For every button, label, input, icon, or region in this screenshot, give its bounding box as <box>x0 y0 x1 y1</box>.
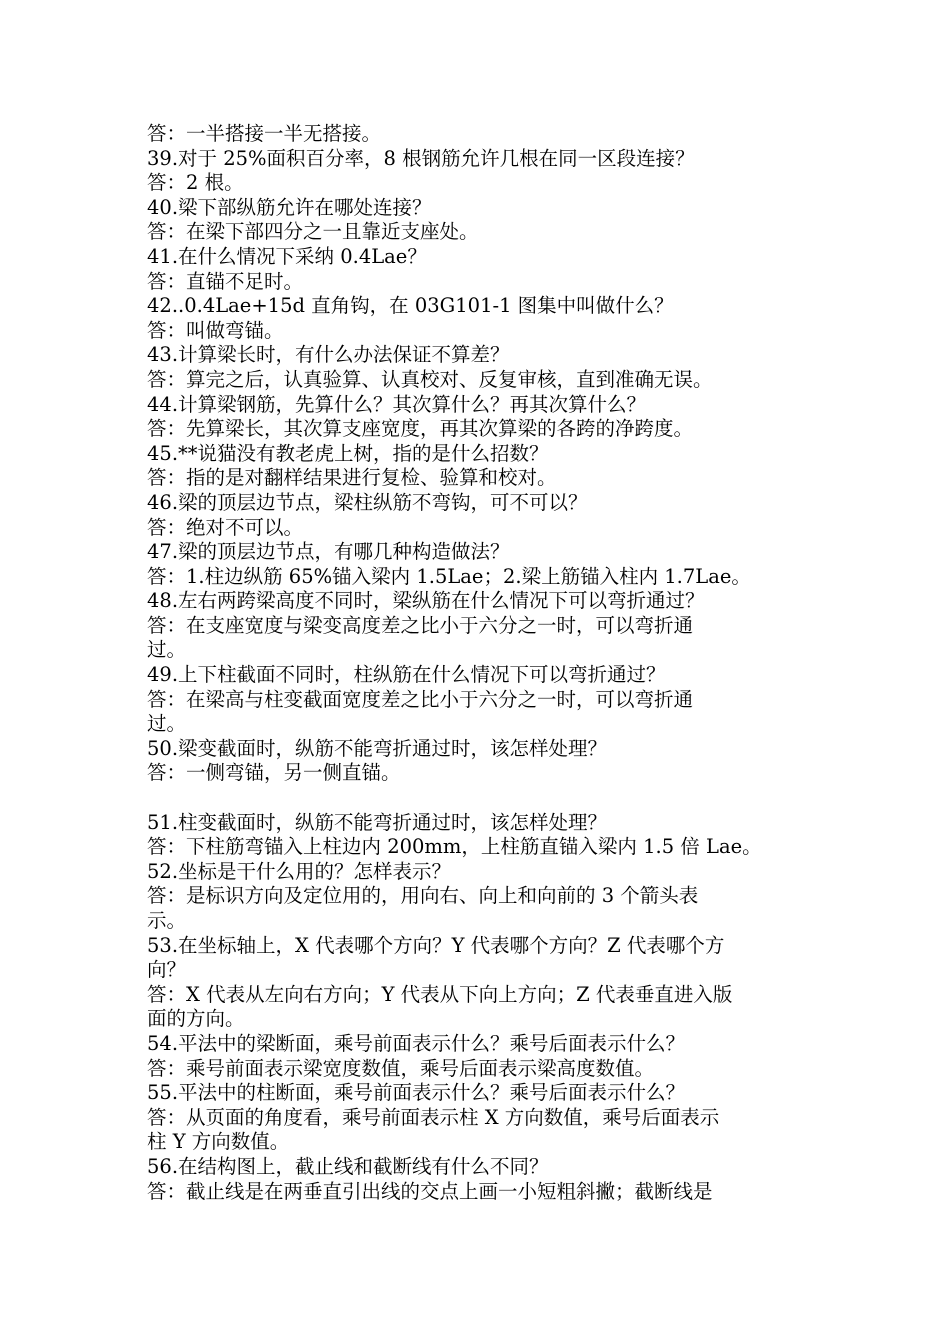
answer-line: 答：从页面的角度看，乘号前面表示柱 X 方向数值，乘号后面表示 <box>147 1105 720 1129</box>
text-line: 45.**说猫没有教老虎上树，指的是什么招数？ <box>147 441 549 465</box>
answer-line: 答：下柱筋弯锚入上柱边内 200mm，上柱筋直锚入梁内 1.5 倍 Lae。 <box>147 835 762 859</box>
text-line: 52.坐标是干什么用的？怎样表示？ <box>147 859 452 883</box>
answer-line: 答：绝对不可以。 <box>147 515 304 539</box>
text-line: 55.平法中的柱断面，乘号前面表示什么？乘号后面表示什么？ <box>147 1081 686 1105</box>
answer-line: 答：在梁下部四分之一且靠近支座处。 <box>147 220 479 244</box>
text-line: 40.梁下部纵筋允许在哪处连接？ <box>147 195 432 219</box>
answer-line: 答：2 根。 <box>147 171 244 195</box>
answer-line: 答：在梁高与柱变截面宽度差之比小于六分之一时，可以弯折通 <box>147 687 694 711</box>
answer-line: 答：乘号前面表示梁宽度数值，乘号后面表示梁高度数值。 <box>147 1056 655 1080</box>
answer-line: 答：是标识方向及定位用的，用向右、向上和向前的 3 个箭头表 <box>147 884 699 908</box>
blank-line <box>147 786 827 811</box>
answer-line: 答：先算梁长，其次算支座宽度，再其次算梁的各跨的净跨度。 <box>147 417 694 441</box>
text-line: 44.计算梁钢筋，先算什么？其次算什么？再其次算什么？ <box>147 392 647 416</box>
text-line: 向？ <box>147 958 187 982</box>
text-line: 53.在坐标轴上，X 代表哪个方向？Y 代表哪个方向？Z 代表哪个方 <box>147 933 725 957</box>
text-line: 51.柱变截面时，纵筋不能弯折通过时，该怎样处理？ <box>147 810 608 834</box>
answer-line: 答：一半搭接一半无搭接。 <box>147 122 382 145</box>
answer-line: 答：直锚不足时。 <box>147 269 304 293</box>
text-line: 54.平法中的梁断面，乘号前面表示什么？乘号后面表示什么？ <box>147 1031 686 1055</box>
text-line: 47.梁的顶层边节点，有哪几种构造做法？ <box>147 540 510 564</box>
answer-line: 答：一侧弯锚，另一侧直锚。 <box>147 761 401 785</box>
text-line: 柱 Y 方向数值。 <box>147 1130 290 1154</box>
text-line: 50.梁变截面时，纵筋不能弯折通过时，该怎样处理？ <box>147 736 608 760</box>
text-line: 39.对于 25%面积百分率，8 根钢筋允许几根在同一区段连接？ <box>147 146 695 170</box>
document-body <box>147 122 827 1204</box>
text-line: 42..0.4Lae+15d 直角钩，在 03G101-1 图集中叫做什么？ <box>147 294 674 318</box>
text-line: 示。 <box>147 909 187 932</box>
answer-line: 答：算完之后，认真验算、认真校对、反复审核，直到准确无误。 <box>147 367 713 391</box>
text-line: 过。 <box>147 638 187 662</box>
text-line: 41.在什么情况下采纳 0.4Lae？ <box>147 244 427 268</box>
text-line: 面的方向。 <box>147 1007 245 1031</box>
answer-line: 答：在支座宽度与梁变高度差之比小于六分之一时，可以弯折通 <box>147 613 694 637</box>
answer-line: 答：指的是对翻样结果进行复检、验算和校对。 <box>147 466 557 490</box>
answer-line: 答：1.柱边纵筋 65%锚入梁内 1.5Lae；2.梁上筋锚入柱内 1.7Lae。 <box>147 564 751 588</box>
answer-line: 答：截止线是在两垂直引出线的交点上画一小短粗斜撇；截断线是 <box>147 1179 713 1203</box>
text-line: 48.左右两跨梁高度不同时，梁纵筋在什么情况下可以弯折通过？ <box>147 589 705 613</box>
answer-line: 答：叫做弯锚。 <box>147 318 284 342</box>
answer-line: 答：X 代表从左向右方向；Y 代表从下向上方向；Z 代表垂直进入版 <box>147 982 733 1006</box>
text-line: 56.在结构图上，截止线和截断线有什么不同？ <box>147 1154 549 1178</box>
text-line: 过。 <box>147 712 187 736</box>
text-line: 43.计算梁长时，有什么办法保证不算差？ <box>147 343 510 367</box>
text-line: 49.上下柱截面不同时，柱纵筋在什么情况下可以弯折通过？ <box>147 663 666 687</box>
text-line: 46.梁的顶层边节点，梁柱纵筋不弯钩，可不可以？ <box>147 490 588 514</box>
